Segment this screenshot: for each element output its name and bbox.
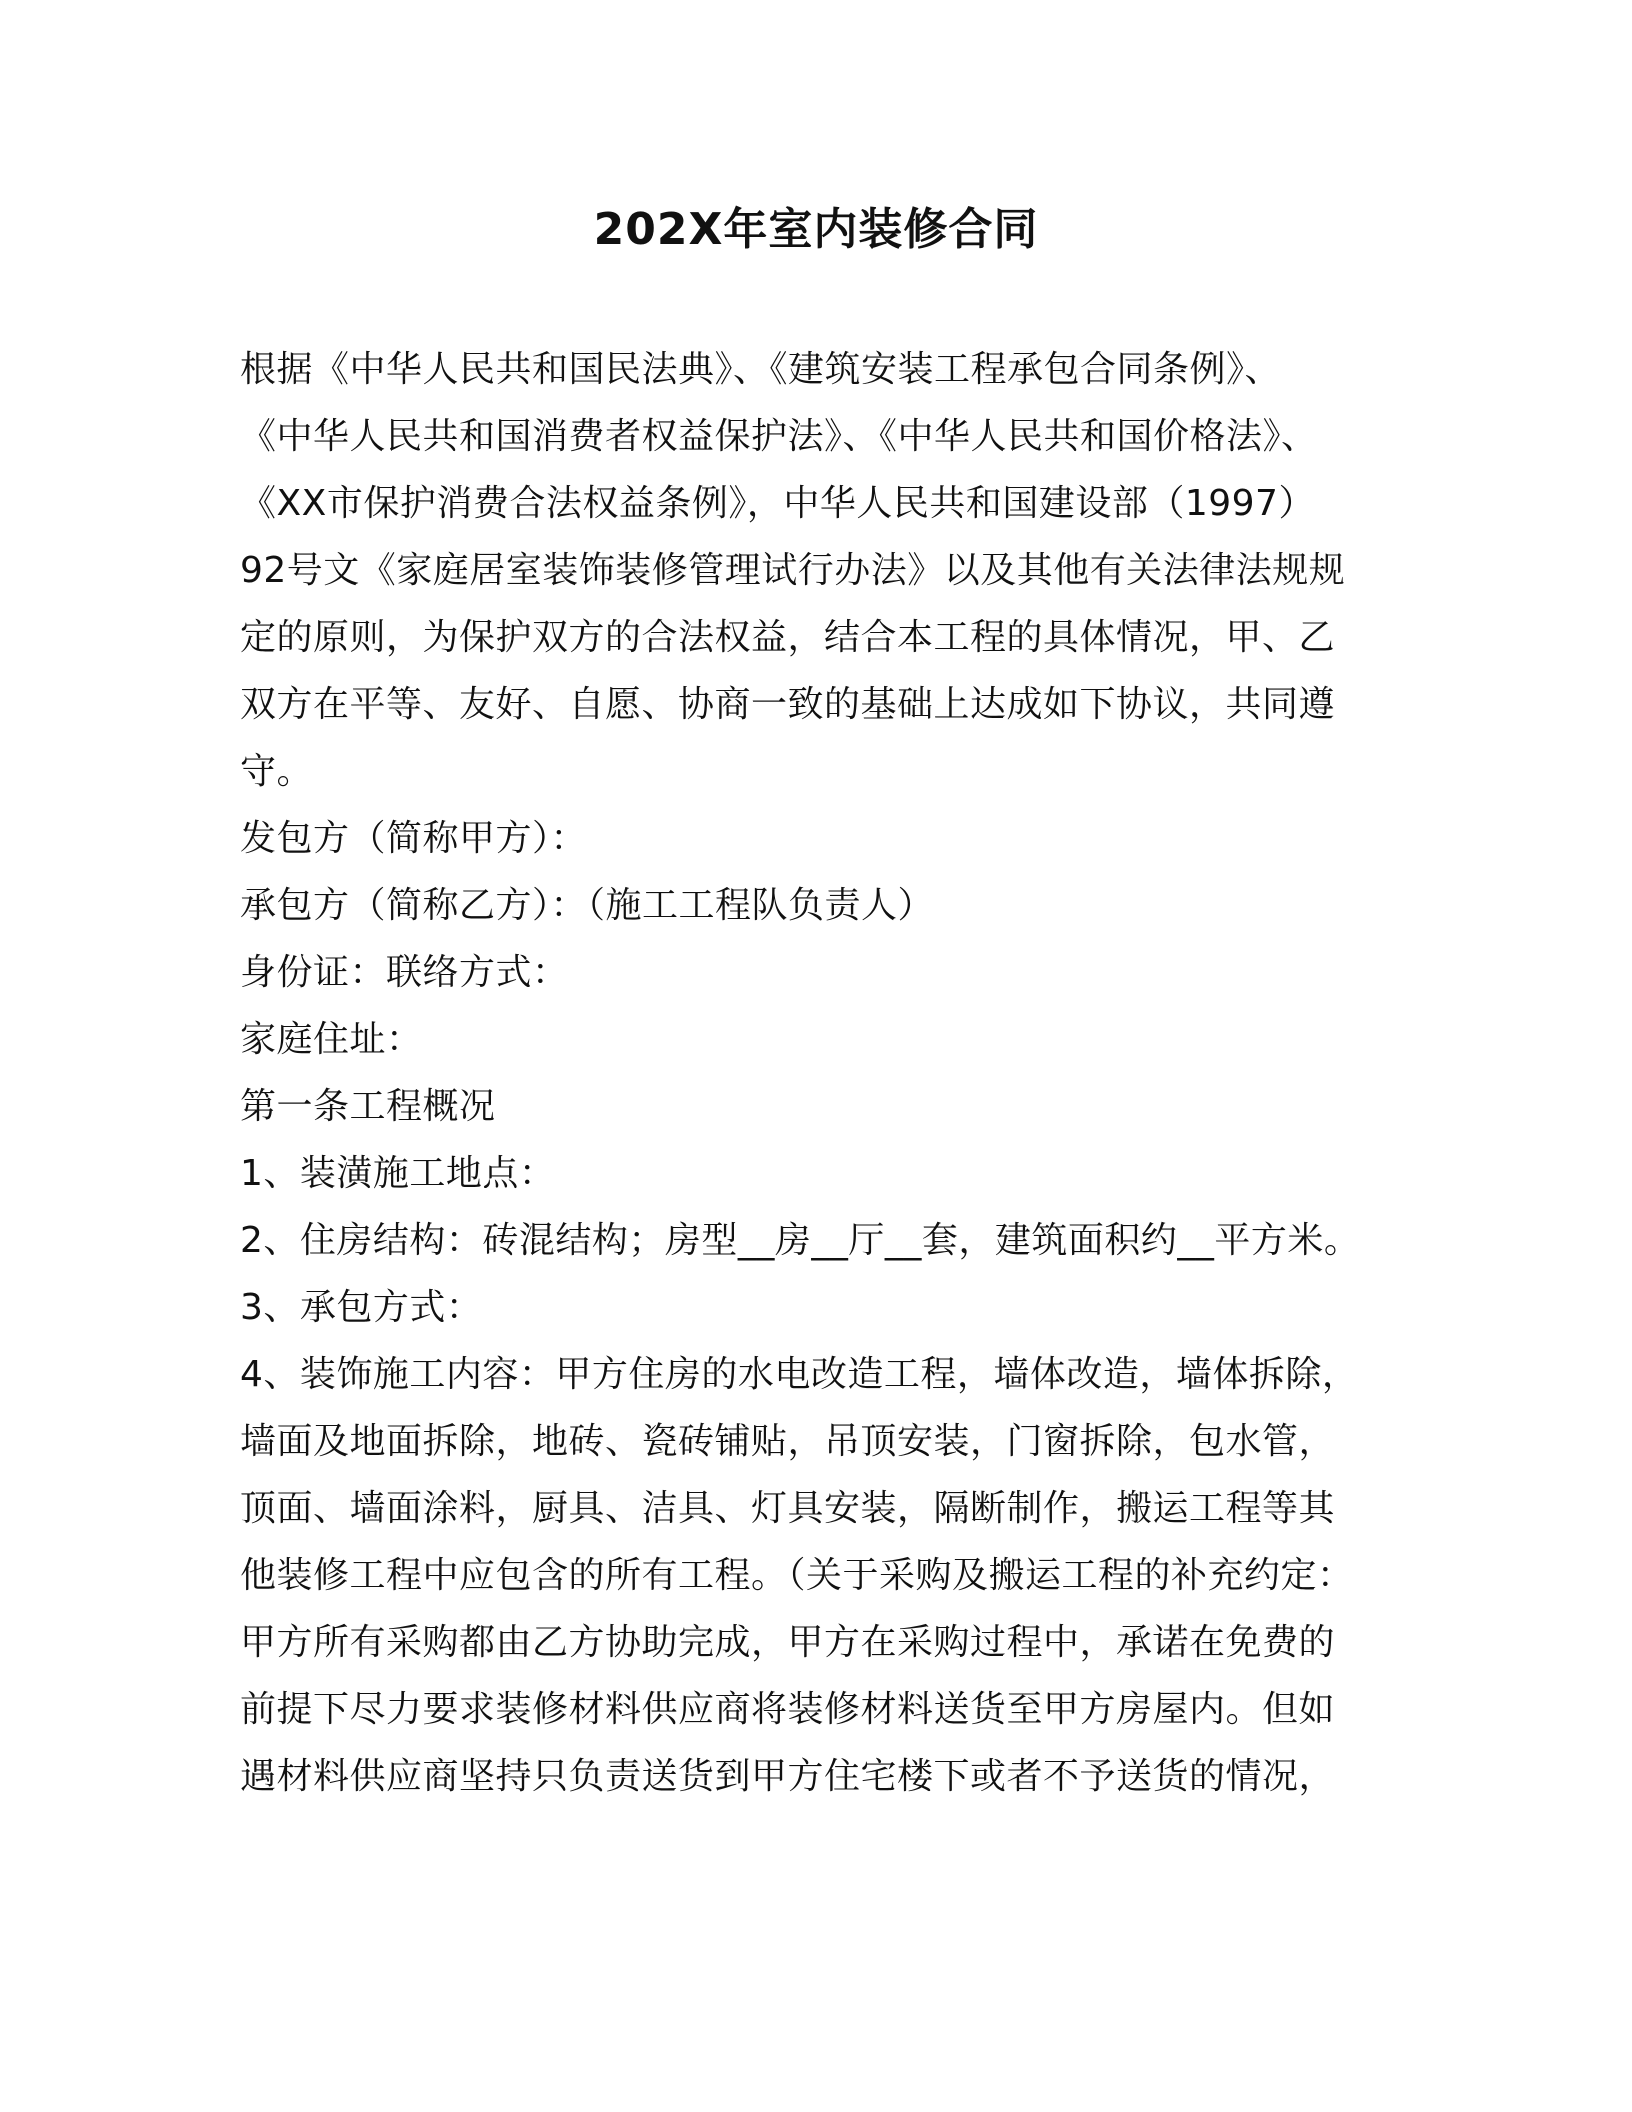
party-a-field: 发包方（简称甲方）： <box>240 818 588 859</box>
text-line: 墙面及地面拆除，地砖、瓷砖铺贴，吊顶安装，门窗拆除，包水管， <box>240 1421 1336 1462</box>
document-title: 202X年室内装修合同 <box>593 204 1039 255</box>
text-line: 前提下尽力要求装修材料供应商将装修材料送货至甲方房屋内。但如 <box>240 1689 1336 1730</box>
id-contact-field: 身份证：联络方式： <box>240 952 569 993</box>
text-line: 顶面、墙面涂料，厨具、洁具、灯具安装，隔断制作，搬运工程等其 <box>240 1488 1336 1529</box>
text-line: 他装修工程中应包含的所有工程。（关于采购及搬运工程的补充约定： <box>240 1555 1354 1596</box>
text-line: 甲方所有采购都由乙方协助完成，甲方在采购过程中，承诺在免费的 <box>240 1622 1336 1663</box>
section-heading: 第一条工程概况 <box>240 1086 496 1127</box>
text-line: 遇材料供应商坚持只负责送货到甲方住宅楼下或者不予送货的情况， <box>240 1756 1336 1797</box>
list-item: 4、装饰施工内容：甲方住房的水电改造工程，墙体改造，墙体拆除， <box>240 1354 1359 1395</box>
party-b-field: 承包方（简称乙方）：（施工工程队负责人） <box>240 885 935 926</box>
text-line: 根据《中华人民共和国民法典》、《建筑安装工程承包合同条例》、 <box>240 349 1282 390</box>
text-line: 双方在平等、友好、自愿、协商一致的基础上达成如下协议，共同遵 <box>240 684 1336 725</box>
text-line: 《XX市保护消费合法权益条例》，中华人民共和国建设部（1997） <box>240 483 1315 524</box>
list-item: 3、承包方式： <box>240 1287 483 1328</box>
list-item: 1、装潢施工地点： <box>240 1153 556 1194</box>
home-address-field: 家庭住址： <box>240 1019 423 1060</box>
document-body <box>240 336 1390 1810</box>
text-line: 《中华人民共和国消费者权益保护法》、《中华人民共和国价格法》、 <box>240 416 1318 457</box>
list-item: 2、住房结构：砖混结构；房型__房__厅__套，建筑面积约__平方米。 <box>240 1220 1361 1261</box>
text-line: 定的原则，为保护双方的合法权益，结合本工程的具体情况，甲、乙 <box>240 617 1336 658</box>
text-line: 92号文《家庭居室装饰装修管理试行办法》以及其他有关法律法规规 <box>240 550 1346 591</box>
text-line: 守。 <box>240 751 314 792</box>
